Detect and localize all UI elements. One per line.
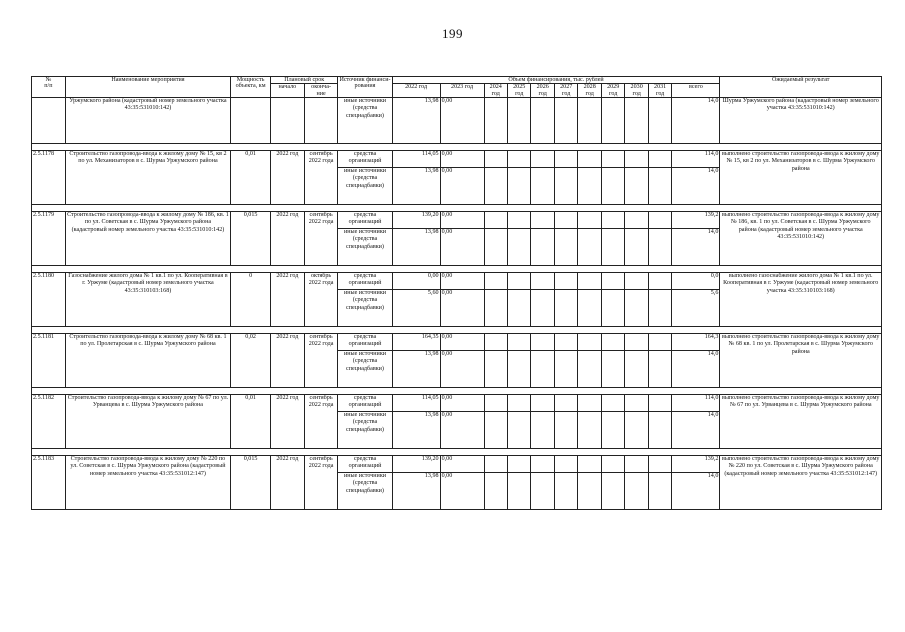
row-source-1: средства организаций (338, 334, 392, 351)
row-power: 0,01 (231, 151, 271, 205)
row-2022-1: 139,20 (392, 456, 440, 473)
continuation-2022: 13,98 (392, 98, 440, 144)
row-source-1: средства организаций (338, 151, 392, 168)
table-row (32, 334, 882, 351)
row-2022-1: 164,35 (392, 334, 440, 351)
header-total: всего (672, 84, 720, 98)
row-total-1: 114,0 (672, 395, 720, 412)
row-power: 0,01 (231, 395, 271, 449)
row-end: сентябрь 2022 года (304, 395, 338, 449)
header-end: оконча- ние (304, 84, 338, 98)
header-2027: 2027 год (554, 84, 577, 98)
row-total-2: 14,0 (672, 168, 720, 205)
row-num: 2.5.1181 (32, 334, 66, 388)
header-2029: 2029 год (601, 84, 624, 98)
row-total-2: 14,0 (672, 412, 720, 449)
row-2022-1: 139,20 (392, 212, 440, 229)
row-source-2: иные источники (средства спецнадбавки) (338, 168, 392, 205)
page-number: 199 (442, 26, 463, 41)
row-result: выполнено газоснабжение жилого дома № 1 кв.1 по ул. Кооперативная в г. Уржуме (кадастровый номер земельного участка 43:35:310103:168) (720, 273, 882, 327)
row-power: 0,015 (231, 212, 271, 266)
row-num: 2.5.1182 (32, 395, 66, 449)
row-source-2: иные источники (средства спецнадбавки) (338, 473, 392, 510)
row-2022-1: 114,05 (392, 151, 440, 168)
header-volume: Объем финансирования, тыс. рублей (392, 77, 720, 84)
row-end: сентябрь 2022 года (304, 212, 338, 266)
header-2022: 2022 год (392, 84, 440, 98)
header-2026: 2026 год (531, 84, 554, 98)
row-result: выполнено строительство газопровода-ввода к жилому дому № 186, кв. 1 по ул. Советская в с. Шурма Уржумского района (кадастровый номер земельного участка 43:35:531010:142) (720, 212, 882, 266)
row-start: 2022 год (271, 151, 305, 205)
row-result: выполнено строительство газопровода-ввода к жилому дому № 68 кв. 1 по ул. Пролетарская в с. Шурма Уржумского района (720, 334, 882, 388)
table-row (32, 212, 882, 229)
row-start: 2022 год (271, 456, 305, 510)
row-num: 2.5.1180 (32, 273, 66, 327)
header-name: Наименование мероприятия (65, 77, 230, 98)
table-row (32, 456, 882, 473)
row-source-1: средства организаций (338, 395, 392, 412)
row-2023-1: 0,00 (440, 212, 484, 229)
row-2023-1: 0,00 (440, 395, 484, 412)
row-source-1: средства организаций (338, 212, 392, 229)
row-2022-2: 13,98 (392, 473, 440, 510)
continuation-name: Уржумского района (кадастровый номер земельного участка 43:35:531010:142) (65, 98, 230, 144)
row-2023-2: 0,00 (440, 412, 484, 449)
row-2022-2: 13,98 (392, 229, 440, 266)
row-total-2: 5,6 (672, 290, 720, 327)
header-2030: 2030 год (625, 84, 648, 98)
row-2023-1: 0,00 (440, 273, 484, 290)
row-name: Строительство газопровода-ввода к жилому дому № 68 кв. 1 по ул. Пролетарская в с. Шурма Уржумского района (65, 334, 230, 388)
header-2023: 2023 год (440, 84, 484, 98)
row-2023-2: 0,00 (440, 290, 484, 327)
header-2024: 2024 год (484, 84, 507, 98)
row-2023-2: 0,00 (440, 229, 484, 266)
row-total-1: 164,3 (672, 334, 720, 351)
row-result: выполнено строительство газопровода-ввода к жилому дому № 67 по ул. Урванцева в с. Шурма Уржумского района (720, 395, 882, 449)
table-header (32, 77, 882, 98)
row-start: 2022 год (271, 334, 305, 388)
row-2022-1: 0,00 (392, 273, 440, 290)
header-num: № п/п (32, 77, 66, 98)
row-num: 2.5.1179 (32, 212, 66, 266)
row-name: Строительство газопровода-ввода к жилому дому № 67 по ул. Урванцева в с. Шурма Уржумского района (65, 395, 230, 449)
row-source-2: иные источники (средства спецнадбавки) (338, 290, 392, 327)
row-name: Газоснабжение жилого дома № 1 кв.1 по ул. Кооперативная в г. Уржуме (кадастровый номер земельного участка 43:35:310103:168) (65, 273, 230, 327)
header-period: Плановый срок (271, 77, 338, 84)
row-total-1: 0,0 (672, 273, 720, 290)
continuation-result: Шурма Уржумского района (кадастровый номер земельного участка 43:35:531010:142) (720, 98, 882, 144)
header-2028: 2028 год (578, 84, 601, 98)
row-2023-2: 0,00 (440, 351, 484, 388)
row-2022-2: 13,98 (392, 412, 440, 449)
header-start: начало (271, 84, 305, 98)
row-2022-2: 5,60 (392, 290, 440, 327)
row-num: 2.5.1178 (32, 151, 66, 205)
header-2031: 2031 год (648, 84, 671, 98)
continuation-row (32, 98, 882, 144)
row-source-2: иные источники (средства спецнадбавки) (338, 412, 392, 449)
row-2022-2: 13,98 (392, 168, 440, 205)
continuation-2023: 0,00 (440, 98, 484, 144)
row-total-1: 139,2 (672, 212, 720, 229)
row-end: октябрь 2022 года (304, 273, 338, 327)
row-source-2: иные источники (средства спецнадбавки) (338, 229, 392, 266)
row-num: 2.5.1183 (32, 456, 66, 510)
header-source: Источник финанси- рования (338, 77, 392, 98)
row-name: Строительство газопровода-ввода к жилому дому № 15, кв 2 по ул. Механизаторов в с. Шурма Уржумского района (65, 151, 230, 205)
row-2023-1: 0,00 (440, 456, 484, 473)
row-total-1: 139,2 (672, 456, 720, 473)
header-2025: 2025 год (507, 84, 530, 98)
row-source-1: средства организаций (338, 273, 392, 290)
row-start: 2022 год (271, 395, 305, 449)
row-result: выполнено строительство газопровода-ввода к жилому дому № 220 по ул. Советская в с. Шурма Уржумского района (кадастровый номер земельного участка 43:35:531012:147) (720, 456, 882, 510)
row-2022-2: 13,98 (392, 351, 440, 388)
row-total-1: 114,0 (672, 151, 720, 168)
row-start: 2022 год (271, 212, 305, 266)
table-row (32, 273, 882, 290)
financing-table (31, 76, 882, 510)
header-result: Ожидаемый результат (720, 77, 882, 98)
row-2023-2: 0,00 (440, 473, 484, 510)
row-total-2: 14,0 (672, 473, 720, 510)
row-end: сентябрь 2022 года (304, 151, 338, 205)
table-row (32, 151, 882, 168)
continuation-source: иные источники (средства спецнадбавки) (338, 98, 392, 144)
row-2022-1: 114,05 (392, 395, 440, 412)
row-source-2: иные источники (средства спецнадбавки) (338, 351, 392, 388)
row-end: сентябрь 2022 года (304, 456, 338, 510)
row-2023-1: 0,00 (440, 151, 484, 168)
row-result: выполнено строительство газопровода-ввода к жилому дому № 15, кв 2 по ул. Механизаторов в с. Шурма Уржумского района (720, 151, 882, 205)
row-name: Строительство газопровода-ввода к жилому дому № 220 по ул. Советская в с. Шурма Уржумского района (кадастровый номер земельного участка 43:35:531012:147) (65, 456, 230, 510)
row-power: 0 (231, 273, 271, 327)
row-power: 0,02 (231, 334, 271, 388)
row-name: Строительство газопровода-ввода к жилому дому № 186, кв. 1 по ул. Советская в с. Шурма Уржумского района (кадастровый номер земельного участка 43:35:531010:142) (65, 212, 230, 266)
row-source-1: средства организаций (338, 456, 392, 473)
row-total-2: 14,0 (672, 229, 720, 266)
row-2023-1: 0,00 (440, 334, 484, 351)
continuation-total: 14,0 (672, 98, 720, 144)
row-2023-2: 0,00 (440, 168, 484, 205)
row-end: сентябрь 2022 года (304, 334, 338, 388)
table-row (32, 395, 882, 412)
row-start: 2022 год (271, 273, 305, 327)
row-power: 0,015 (231, 456, 271, 510)
row-total-2: 14,0 (672, 351, 720, 388)
header-power: Мощность объекта, км (231, 77, 271, 98)
